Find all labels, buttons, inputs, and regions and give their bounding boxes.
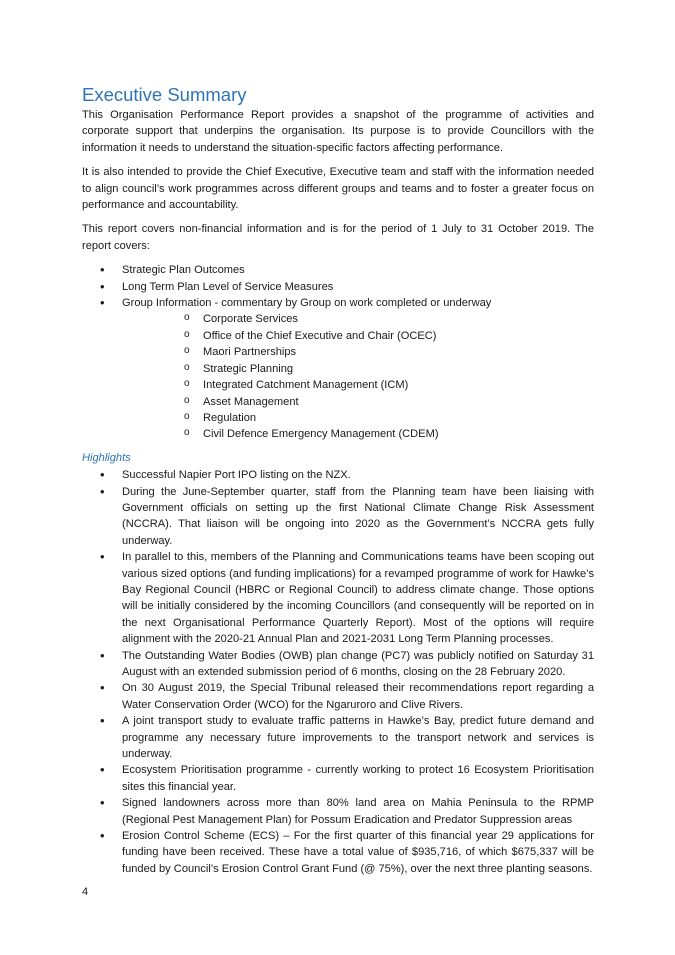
sublist-item: o Civil Defence Emergency Management (CDEM) bbox=[122, 426, 594, 442]
highlight-item: • During the June-September quarter, staff from the Planning team have been liaising with Government officials on setting up the first National Climate Change Risk Assessment (NCCRA). That liaison will be ongoing into 2020 as the Government’s NCCRA gets fully underway. bbox=[82, 484, 594, 550]
intro-paragraph-2: It is also intended to provide the Chief Executive, Executive team and staff with the information needed to align council’s work programmes across different groups and teams and to foster a greater focus on performance and accountability. bbox=[82, 166, 594, 212]
report-covers-list bbox=[82, 262, 594, 442]
document-page bbox=[82, 84, 594, 877]
highlights-heading: Highlights bbox=[82, 451, 131, 464]
list-item: • Long Term Plan Level of Service Measures bbox=[82, 279, 594, 295]
highlight-item: • On 30 August 2019, the Special Tribunal released their recommendations report regarding a Water Conservation Order (WCO) for the Ngaruroro and Clive Rivers. bbox=[82, 680, 594, 713]
sublist-item: o Strategic Planning bbox=[122, 361, 594, 377]
highlight-item: • The Outstanding Water Bodies (OWB) plan change (PC7) was publicly notified on Saturday 31 August with an extended submission period of 6 months, closing on the 28 February 2020. bbox=[82, 648, 594, 681]
highlights-list bbox=[82, 467, 594, 877]
page-number: 4 bbox=[82, 886, 89, 898]
groups-sublist bbox=[122, 311, 594, 442]
highlight-item: • Ecosystem Prioritisation programme - currently working to protect 16 Ecosystem Prioritisation sites this financial year. bbox=[82, 762, 594, 795]
highlight-item: • Erosion Control Scheme (ECS) – For the first quarter of this financial year 29 applications for funding have been received. These have a total value of $935,716, of which $675,337 will be funded by Council’s Erosion Control Grant Fund (@ 75%), over the next three planting seasons. bbox=[82, 828, 594, 877]
list-item-group-info bbox=[82, 295, 594, 443]
highlight-item: • Signed landowners across more than 80% land area on Mahia Peninsula to the RPMP (Regional Pest Management Plan) for Possum Eradication and Predator Suppression areas bbox=[82, 795, 594, 828]
sublist-item: o Maori Partnerships bbox=[122, 344, 594, 360]
intro-paragraph-3: This report covers non-financial information and is for the period of 1 July to 31 October 2019. The report covers: bbox=[82, 223, 594, 252]
sublist-item: o Asset Management bbox=[122, 394, 594, 410]
sublist-item: o Integrated Catchment Management (ICM) bbox=[122, 377, 594, 393]
sublist-item: o Office of the Chief Executive and Chair (OCEC) bbox=[122, 328, 594, 344]
sublist-item: o Corporate Services bbox=[122, 311, 594, 327]
highlight-item: • A joint transport study to evaluate traffic patterns in Hawke’s Bay, predict future demand and programme any necessary future improvements to the transport network and services is underway. bbox=[82, 713, 594, 762]
highlight-item: • Successful Napier Port IPO listing on the NZX. bbox=[82, 467, 594, 483]
list-item-label: Group Information - commentary by Group on work completed or underway bbox=[122, 297, 492, 310]
list-item: • Strategic Plan Outcomes bbox=[82, 262, 594, 278]
highlight-item: • In parallel to this, members of the Planning and Communications teams have been scoping out various sized options (and funding implications) for a revamped programme of work for Hawke’s Bay Regional Council (HBRC or Regional Council) to address climate change. Those options will be initially considered by the incoming Councillors (and consequently will be reported on in the next Organisational Performance Quarterly Report). Most of the options will require alignment with the 2020-21 Annual Plan and 2021-2031 Long Term Planning processes. bbox=[82, 549, 594, 647]
intro-paragraph-1: This Organisation Performance Report provides a snapshot of the programme of activities and corporate support that underpins the organisation. Its purpose is to provide Councillors with the information it needs to understand the situation-specific factors affecting performance. bbox=[82, 109, 594, 154]
sublist-item: o Regulation bbox=[122, 410, 594, 426]
page-title: Executive Summary bbox=[82, 84, 247, 105]
